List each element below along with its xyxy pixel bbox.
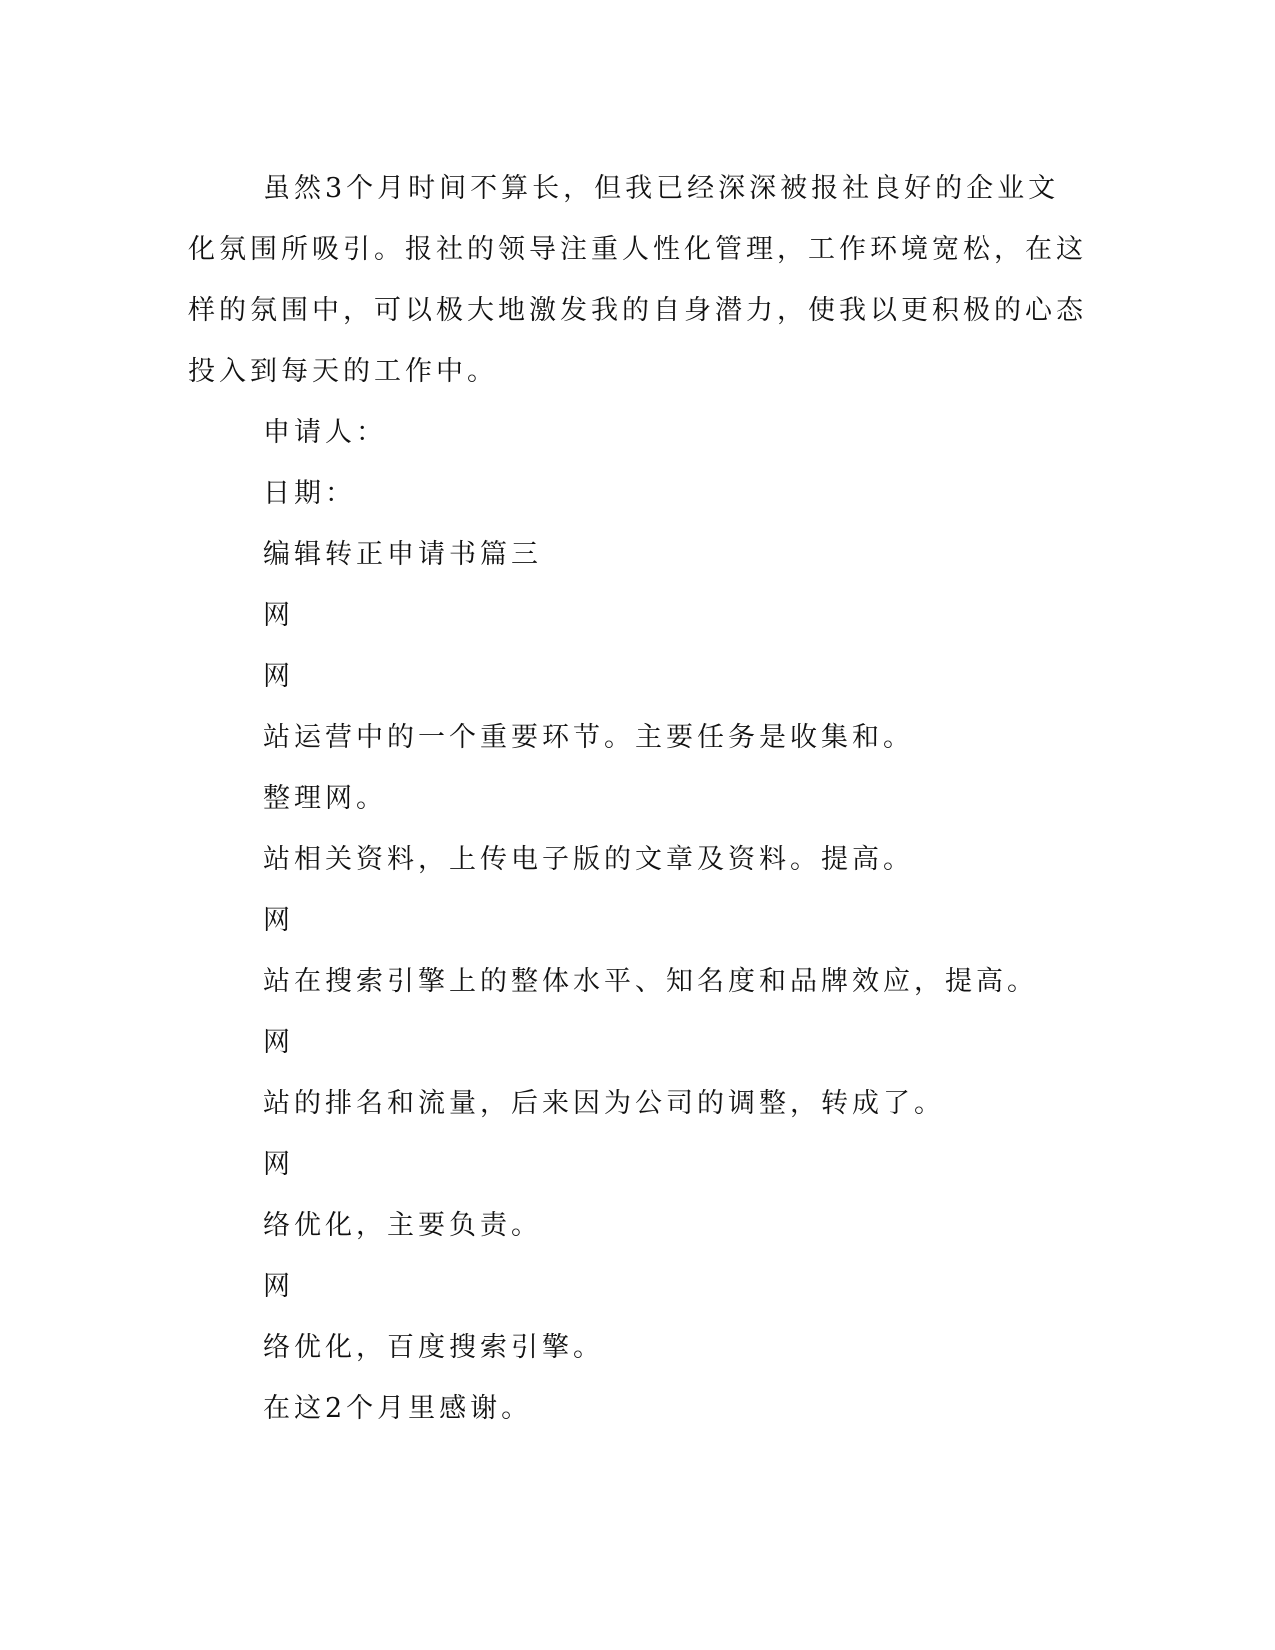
text-line: 网 — [263, 661, 294, 692]
text-line: 站的排名和流量，后来因为公司的调整，转成了。 — [263, 1088, 945, 1119]
text-line: 络优化，主要负责。 — [263, 1210, 542, 1241]
document-body — [188, 158, 1088, 1439]
text-line: 站相关资料，上传电子版的文章及资料。提高。 — [263, 844, 914, 875]
text-line: 网 — [263, 1271, 294, 1302]
text-line: 网 — [263, 600, 294, 631]
date-label: 日期： — [263, 478, 356, 509]
section-title: 编辑转正申请书篇三 — [263, 539, 542, 570]
text-line: 络优化，百度搜索引擎。 — [263, 1332, 604, 1363]
text-line: 整理网。 — [263, 783, 387, 814]
applicant-label: 申请人： — [263, 417, 387, 448]
text-line: 网 — [263, 905, 294, 936]
text-line: 站在搜索引擎上的整体水平、知名度和品牌效应，提高。 — [263, 966, 1038, 997]
text-line: 网 — [263, 1027, 294, 1058]
intro-paragraph: 虽然3个月时间不算长，但我已经深深被报社良好的企业文化氛围所吸引。报社的领导注重人性化管理，工作环境宽松，在这样的氛围中，可以极大地激发我的自身潜力，使我以更积极的心态投入到每天的工作中。 — [188, 173, 1087, 387]
text-line: 网 — [263, 1149, 294, 1180]
text-line: 在这2个月里感谢。 — [263, 1393, 533, 1424]
text-line: 站运营中的一个重要环节。主要任务是收集和。 — [263, 722, 914, 753]
